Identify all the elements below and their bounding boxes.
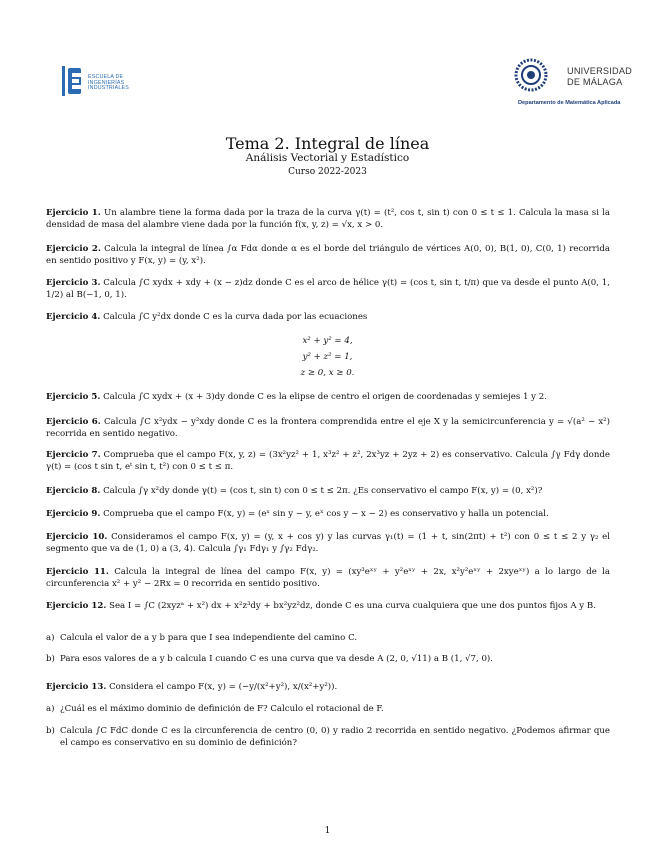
page-number: 1 xyxy=(324,826,331,836)
university-logo xyxy=(514,58,634,110)
exercise-8 xyxy=(46,485,610,497)
exercise-5 xyxy=(46,391,610,403)
exercise-text: Calcula la integral de línea ∫α Fdα donde α es el borde del triángulo de vértices A(0, 0), B(1, 0), C(0, 1) recorrida en sentido positivo y F(x, y) = (y, x²). xyxy=(46,244,610,266)
exercise-label: Ejercicio 11. xyxy=(46,567,109,577)
exercise-4 xyxy=(46,311,610,323)
university-name-line: UNIVERSIDAD xyxy=(567,66,632,76)
exercise-12-item-a xyxy=(46,632,610,644)
exercise-label: Ejercicio 12. xyxy=(46,601,107,611)
exercise-3 xyxy=(46,277,610,301)
exercise-13 xyxy=(46,681,610,693)
equation-line: y² + z² = 1, xyxy=(302,352,353,362)
exercise-label: Ejercicio 3. xyxy=(46,278,101,288)
school-logo-text xyxy=(88,75,129,92)
exercise-label: Ejercicio 13. xyxy=(46,682,107,692)
exercise-text: Considera el campo F(x, y) = (−y/(x²+y²), x/(x²+y²)). xyxy=(109,682,338,692)
exercise-label: Ejercicio 2. xyxy=(46,244,101,254)
exercise-text: Calcula ∫C xydx + (x + 3)dy donde C es la elipse de centro el origen de coordenadas y semiejes 1 y 2. xyxy=(103,392,547,402)
department-name: Departamento de Matemática Aplicada xyxy=(518,100,621,106)
item-text: Calcula ∫C FdC donde C es la circunferencia de centro (0, 0) y radio 2 recorrida en sentido negativo. ¿Podemos afirmar que el campo es conservativo en su dominio de definición? xyxy=(60,726,610,748)
exercise-label: Ejercicio 8. xyxy=(46,486,101,496)
exercise-label: Ejercicio 6. xyxy=(46,417,101,427)
exercise-text: Consideramos el campo F(x, y) = (y, x + cos y) y las curvas γ₁(t) = (1 + t, sin(2πt) + t²) con 0 ≤ t ≤ 2 y γ₂ el segmento que va de (1, 0) a (3, 4). Calcula ∫γ₁ Fdγ₁ y ∫γ₂ Fdγ₂. xyxy=(46,532,610,554)
school-logo-icon xyxy=(62,66,84,96)
school-logo-line: INGENIERÍAS xyxy=(88,79,125,86)
exercise-text: Calcula ∫γ x²dy donde γ(t) = (cos t, sin t) con 0 ≤ t ≤ 2π. ¿Es conservativo el campo F(x, y) = (0, x²)? xyxy=(103,486,543,496)
exercise-1 xyxy=(46,207,610,231)
exercise-label: Ejercicio 9. xyxy=(46,509,101,519)
university-name xyxy=(567,66,632,88)
exercise-text: Sea I = ∫C (2xyzᵃ + x²) dx + x²z³dy + bx²yz²dz, donde C es una curva cualquiera que une dos puntos fijos A y B. xyxy=(109,601,596,611)
exercise-text: Comprueba que el campo F(x, y) = (eˣ sin y − y, eˣ cos y − x − 2) es conservativo y halla un potencial. xyxy=(103,509,549,519)
university-seal-icon xyxy=(514,58,548,92)
exercise-2 xyxy=(46,243,610,267)
exercise-text: Comprueba que el campo F(x, y, z) = (3x²yz² + 1, x³z² + z², 2x³yz + 2yz + 2) es conservativo. Calcula ∫γ Fdγ donde γ(t) = (cos t sin t, eᵗ sin t, t²) con 0 ≤ t ≤ π. xyxy=(46,450,610,472)
school-logo-line: ESCUELA DE xyxy=(88,74,124,80)
exercise-12 xyxy=(46,600,610,612)
exercise-label: Ejercicio 7. xyxy=(46,450,101,460)
course-label: Curso 2022-2023 xyxy=(288,167,367,177)
item-label: b) xyxy=(46,726,55,736)
exercise-9 xyxy=(46,508,610,520)
item-text: Calcula el valor de a y b para que I sea independiente del camino C. xyxy=(60,633,358,643)
exercise-label: Ejercicio 10. xyxy=(46,532,108,542)
exercise-text: Calcula la integral de línea del campo F(x, y) = (xy³eˣʸ + y²eˣʸ + 2x, x²y²eˣʸ + 2xyeˣʸ) a lo largo de la circunferencia x² + y² − 2Rx = 0 recorrida en sentido positivo. xyxy=(46,567,611,589)
item-text: Para esos valores de a y b calcula I cuando C es una curva que va desde A (2, 0, √11) a B (1, √7, 0). xyxy=(60,654,493,664)
equation-line: x² + y² = 4, xyxy=(302,336,353,346)
exercise-text: Calcula ∫C x²ydx − y²xdy donde C es la frontera comprendida entre el eje X y la semicircunferencia y = √(a² − x²) recorrida en sentido negativo. xyxy=(46,417,610,439)
exercise-text: Un alambre tiene la forma dada por la traza de la curva γ(t) = (t², cos t, sin t) con 0 ≤ t ≤ 1. Calcula la masa si la densidad de masa del alambre viene dada por la función f(x, y, z) = √x, x > 0. xyxy=(46,208,610,230)
page-subtitle: Análisis Vectorial y Estadístico xyxy=(245,152,410,164)
university-name-line: DE MÁLAGA xyxy=(567,77,623,87)
exercise-10 xyxy=(46,531,610,555)
exercise-6 xyxy=(46,416,610,440)
school-logo-line: INDUSTRIALES xyxy=(88,85,129,92)
exercise-label: Ejercicio 1. xyxy=(46,208,101,218)
equation-line: z ≥ 0, x ≥ 0. xyxy=(300,368,355,378)
item-label: b) xyxy=(46,654,55,664)
exercise-label: Ejercicio 4. xyxy=(46,312,101,322)
page-title: Tema 2. Integral de línea xyxy=(225,134,430,153)
item-text: ¿Cuál es el máximo dominio de definición de F? Calculo el rotacional de F. xyxy=(60,704,384,714)
exercise-text: Calcula ∫C y²dx donde C es la curva dada por las ecuaciones xyxy=(103,312,368,322)
exercise-13-item-b xyxy=(46,725,610,749)
exercise-text: Calcula ∫C xydx + xdy + (x − z)dz donde C es el arco de hélice γ(t) = (cos t, sin t, t/π) que va desde el punto A(0, 1, 1/2) al B(−1, 0, 1). xyxy=(46,278,610,300)
item-label: a) xyxy=(46,704,55,714)
exercise-13-item-a xyxy=(46,703,610,715)
exercise-label: Ejercicio 5. xyxy=(46,392,101,402)
item-label: a) xyxy=(46,633,55,643)
exercise-11 xyxy=(46,566,610,590)
exercise-7 xyxy=(46,449,610,473)
school-logo xyxy=(62,66,162,100)
exercise-12-item-b xyxy=(46,653,610,665)
